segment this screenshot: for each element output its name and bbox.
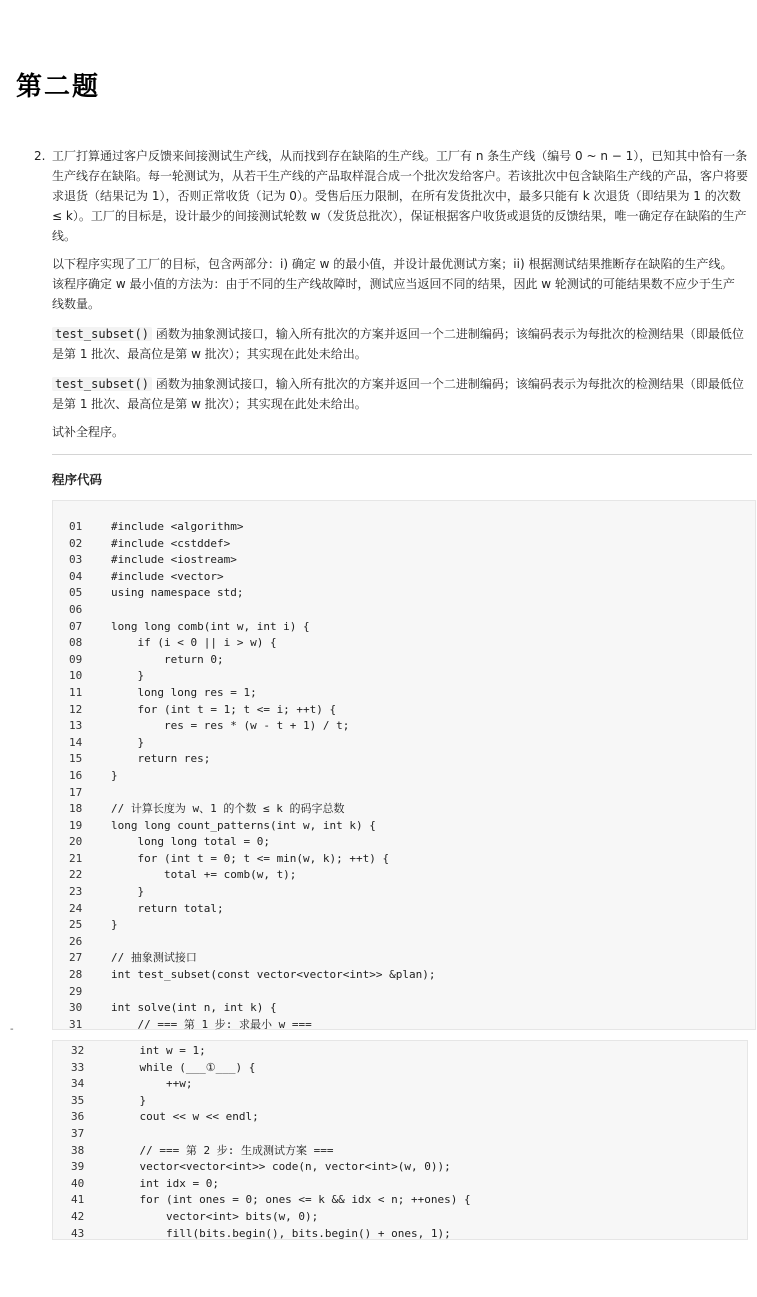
code-text: int solve(int n, int k) { xyxy=(111,1001,277,1015)
code-line xyxy=(53,702,755,719)
code-text: for (int t = 1; t <= i; ++t) { xyxy=(111,702,337,716)
code-line xyxy=(53,685,755,702)
code-line xyxy=(53,751,755,768)
page-marker: - xyxy=(10,1024,14,1035)
code-line xyxy=(53,984,755,1001)
line-number: 12 xyxy=(69,702,83,716)
code-text: int idx = 0; xyxy=(113,1176,219,1190)
code-line xyxy=(53,834,755,851)
code-text: fill(bits.begin(), bits.begin() + ones, 1); xyxy=(113,1226,451,1240)
code-text: for (int ones = 0; ones <= k && idx < n; ++ones) { xyxy=(113,1193,471,1207)
code-line xyxy=(53,1209,747,1226)
code-text: vector<int> bits(w, 0); xyxy=(113,1209,319,1223)
code-line xyxy=(53,950,755,967)
code-line xyxy=(53,1076,747,1093)
code-line xyxy=(53,1226,747,1243)
code-text xyxy=(107,934,111,951)
code-text: #include <cstddef> xyxy=(111,536,231,550)
code-text: vector<vector<int>> code(n, vector<int>(w, 0)); xyxy=(113,1160,451,1174)
code-text: #include <vector> xyxy=(111,569,224,583)
code-line xyxy=(53,668,755,685)
code-line xyxy=(53,1192,747,1209)
code-text: while (___①___) { xyxy=(113,1060,256,1074)
line-number: 21 xyxy=(69,851,83,865)
line-number: 09 xyxy=(69,652,83,666)
line-number: 11 xyxy=(69,685,83,699)
line-number: 07 xyxy=(69,619,83,633)
code-line xyxy=(53,884,755,901)
code-text: #include <algorithm> xyxy=(111,520,244,533)
line-number: 02 xyxy=(69,536,83,550)
code-line xyxy=(53,1060,747,1077)
line-number: 30 xyxy=(69,1001,83,1015)
line-number: 36 xyxy=(71,1110,85,1124)
line-number: 24 xyxy=(69,901,83,915)
code-text: } xyxy=(113,1093,147,1107)
code-text: // 抽象测试接口 xyxy=(111,951,197,965)
code-line xyxy=(53,901,755,918)
api-function-name: test_subset() xyxy=(52,327,152,341)
line-number: 20 xyxy=(69,835,83,849)
code-line xyxy=(53,768,755,785)
line-number: 31 xyxy=(69,1017,83,1031)
line-number: 03 xyxy=(69,553,83,567)
code-line xyxy=(53,818,755,835)
line-number: 10 xyxy=(69,669,83,683)
code-text: int test_subset(const vector<vector<int>> &plan); xyxy=(111,968,436,982)
code-line xyxy=(53,1159,747,1176)
code-line xyxy=(53,785,755,802)
line-number: 15 xyxy=(69,752,83,766)
line-number: 42 xyxy=(71,1209,85,1223)
code-text: for (int t = 0; t <= min(w, k); ++t) { xyxy=(111,851,390,865)
code-text: // === 第 2 步: 生成测试方案 === xyxy=(113,1143,334,1157)
code-text: cout << w << endl; xyxy=(113,1110,259,1124)
line-number: 14 xyxy=(69,735,83,749)
code-line xyxy=(53,735,755,752)
problem-statement xyxy=(34,146,749,442)
code-line xyxy=(53,1109,747,1126)
line-number: 29 xyxy=(69,984,83,998)
code-line xyxy=(53,1000,755,1017)
code-line xyxy=(53,917,755,934)
code-section-label: 程序代码 xyxy=(52,472,103,487)
code-line xyxy=(53,1126,747,1143)
line-number: 28 xyxy=(69,968,83,982)
line-number: 06 xyxy=(69,602,83,616)
line-number: 22 xyxy=(69,868,83,882)
line-number: 16 xyxy=(69,768,83,782)
code-line xyxy=(53,1093,747,1110)
line-number: 37 xyxy=(71,1126,85,1140)
code-block-part-2 xyxy=(52,1040,748,1240)
code-text: #include <iostream> xyxy=(111,553,237,567)
line-number: 13 xyxy=(69,719,83,733)
code-line xyxy=(53,934,755,951)
code-text: long long count_patterns(int w, int k) { xyxy=(111,818,376,832)
code-text: // 计算长度为 w、1 的个数 ≤ k 的码字总数 xyxy=(111,802,345,816)
divider xyxy=(52,454,752,455)
code-line xyxy=(53,867,755,884)
code-text xyxy=(107,785,111,802)
line-number: 08 xyxy=(69,636,83,650)
code-line xyxy=(53,602,755,619)
code-text xyxy=(107,602,111,619)
line-number: 26 xyxy=(69,934,83,948)
code-text: long long comb(int w, int i) { xyxy=(111,619,310,633)
code-text: using namespace std; xyxy=(111,586,244,600)
problem-number: 2. xyxy=(34,149,46,163)
code-line xyxy=(53,652,755,669)
code-line xyxy=(53,718,755,735)
line-number: 39 xyxy=(71,1160,85,1174)
code-text: } xyxy=(111,768,118,782)
code-text xyxy=(107,984,111,1001)
line-number: 43 xyxy=(71,1226,85,1240)
code-line xyxy=(53,536,755,553)
code-line xyxy=(53,1043,747,1060)
api-note-2 xyxy=(52,374,752,414)
problem-paragraph xyxy=(34,146,749,246)
api-note-1 xyxy=(52,324,752,364)
api-description: 函数为抽象测试接口，输入所有批次的方案并返回一个二进制编码；该编码表示为每批次的检测结果（即最低位是第 1 批次、最高位是第 w 批次）；其实现在此处未给出。 xyxy=(52,377,744,411)
line-number: 34 xyxy=(71,1077,85,1091)
code-line xyxy=(53,635,755,652)
code-text: return 0; xyxy=(111,652,224,666)
code-text: if (i < 0 || i > w) { xyxy=(111,636,277,650)
code-line xyxy=(53,851,755,868)
code-line xyxy=(53,1176,747,1193)
code-line xyxy=(53,1143,747,1160)
line-number: 04 xyxy=(69,569,83,583)
code-text: } xyxy=(111,918,118,932)
problem-text: 工厂打算通过客户反馈来间接测试生产线，从而找到存在缺陷的生产线。工厂有 n 条生产线（编号 0 ~ n − 1），已知其中恰有一条生产线存在缺陷。每一轮测试为，从若干生产线的产品取样混合成一个批次发给客户。若该批次中包含缺陷生产线的产品，客户将要求退货（结果记为 1），否则正常收货（记为 0）。受售后压力限制，在所有发货批次中，最多只能有 k 次退货（即结果为 1 的次数 ≤ k）。工厂的目标是，设计最少的间接测试轮数 w（发货总批次），保证根据客户收货或退货的反馈结果，唯一确定存在缺陷的生产线。 xyxy=(52,149,749,243)
code-text: int w = 1; xyxy=(113,1044,206,1057)
code-text: res = res * (w - t + 1) / t; xyxy=(111,719,350,733)
api-function-name: test_subset() xyxy=(52,377,152,391)
code-line xyxy=(53,1017,755,1034)
code-text: } xyxy=(111,885,145,899)
code-text: total += comb(w, t); xyxy=(111,868,297,882)
code-line xyxy=(53,569,755,586)
line-number: 25 xyxy=(69,918,83,932)
line-number: 27 xyxy=(69,951,83,965)
line-number: 33 xyxy=(71,1060,85,1074)
code-text: return res; xyxy=(111,752,211,766)
line-number: 41 xyxy=(71,1193,85,1207)
code-text: } xyxy=(111,669,145,683)
line-number: 40 xyxy=(71,1176,85,1190)
code-line xyxy=(53,619,755,636)
code-line xyxy=(53,801,755,818)
line-number: 32 xyxy=(71,1044,85,1057)
line-number: 38 xyxy=(71,1143,85,1157)
program-description: 以下程序实现了工厂的目标，包含两部分：i) 确定 w 的最小值，并设计最优测试方案；ii) 根据测试结果推断存在缺陷的生产线。该程序确定 w 最小值的方法为：由于不同的生产线故障时，测试应当返回不同的结果，因此 w 轮测试的可能结果数不应少于生产线数量。 xyxy=(52,257,735,311)
line-number: 01 xyxy=(69,520,83,533)
line-number: 17 xyxy=(69,785,83,799)
code-line xyxy=(53,585,755,602)
code-text: } xyxy=(111,735,145,749)
code-text: long long total = 0; xyxy=(111,835,270,849)
code-text xyxy=(109,1126,113,1143)
code-text: ++w; xyxy=(113,1077,193,1091)
code-text: // === 第 1 步: 求最小 w === xyxy=(111,1017,312,1031)
line-number: 05 xyxy=(69,586,83,600)
instruction-text: 试补全程序。 xyxy=(52,425,125,439)
code-text: long long res = 1; xyxy=(111,685,257,699)
code-text: return total; xyxy=(111,901,224,915)
code-block-part-1 xyxy=(52,500,756,1030)
code-line xyxy=(53,552,755,569)
line-number: 23 xyxy=(69,885,83,899)
page-title: 第二题 xyxy=(16,72,101,102)
code-line xyxy=(53,967,755,984)
line-number: 18 xyxy=(69,802,83,816)
code-line xyxy=(53,519,755,536)
line-number: 35 xyxy=(71,1093,85,1107)
line-number: 19 xyxy=(69,818,83,832)
api-description: 函数为抽象测试接口，输入所有批次的方案并返回一个二进制编码；该编码表示为每批次的检测结果（即最低位是第 1 批次、最高位是第 w 批次）；其实现在此处未给出。 xyxy=(52,327,744,361)
